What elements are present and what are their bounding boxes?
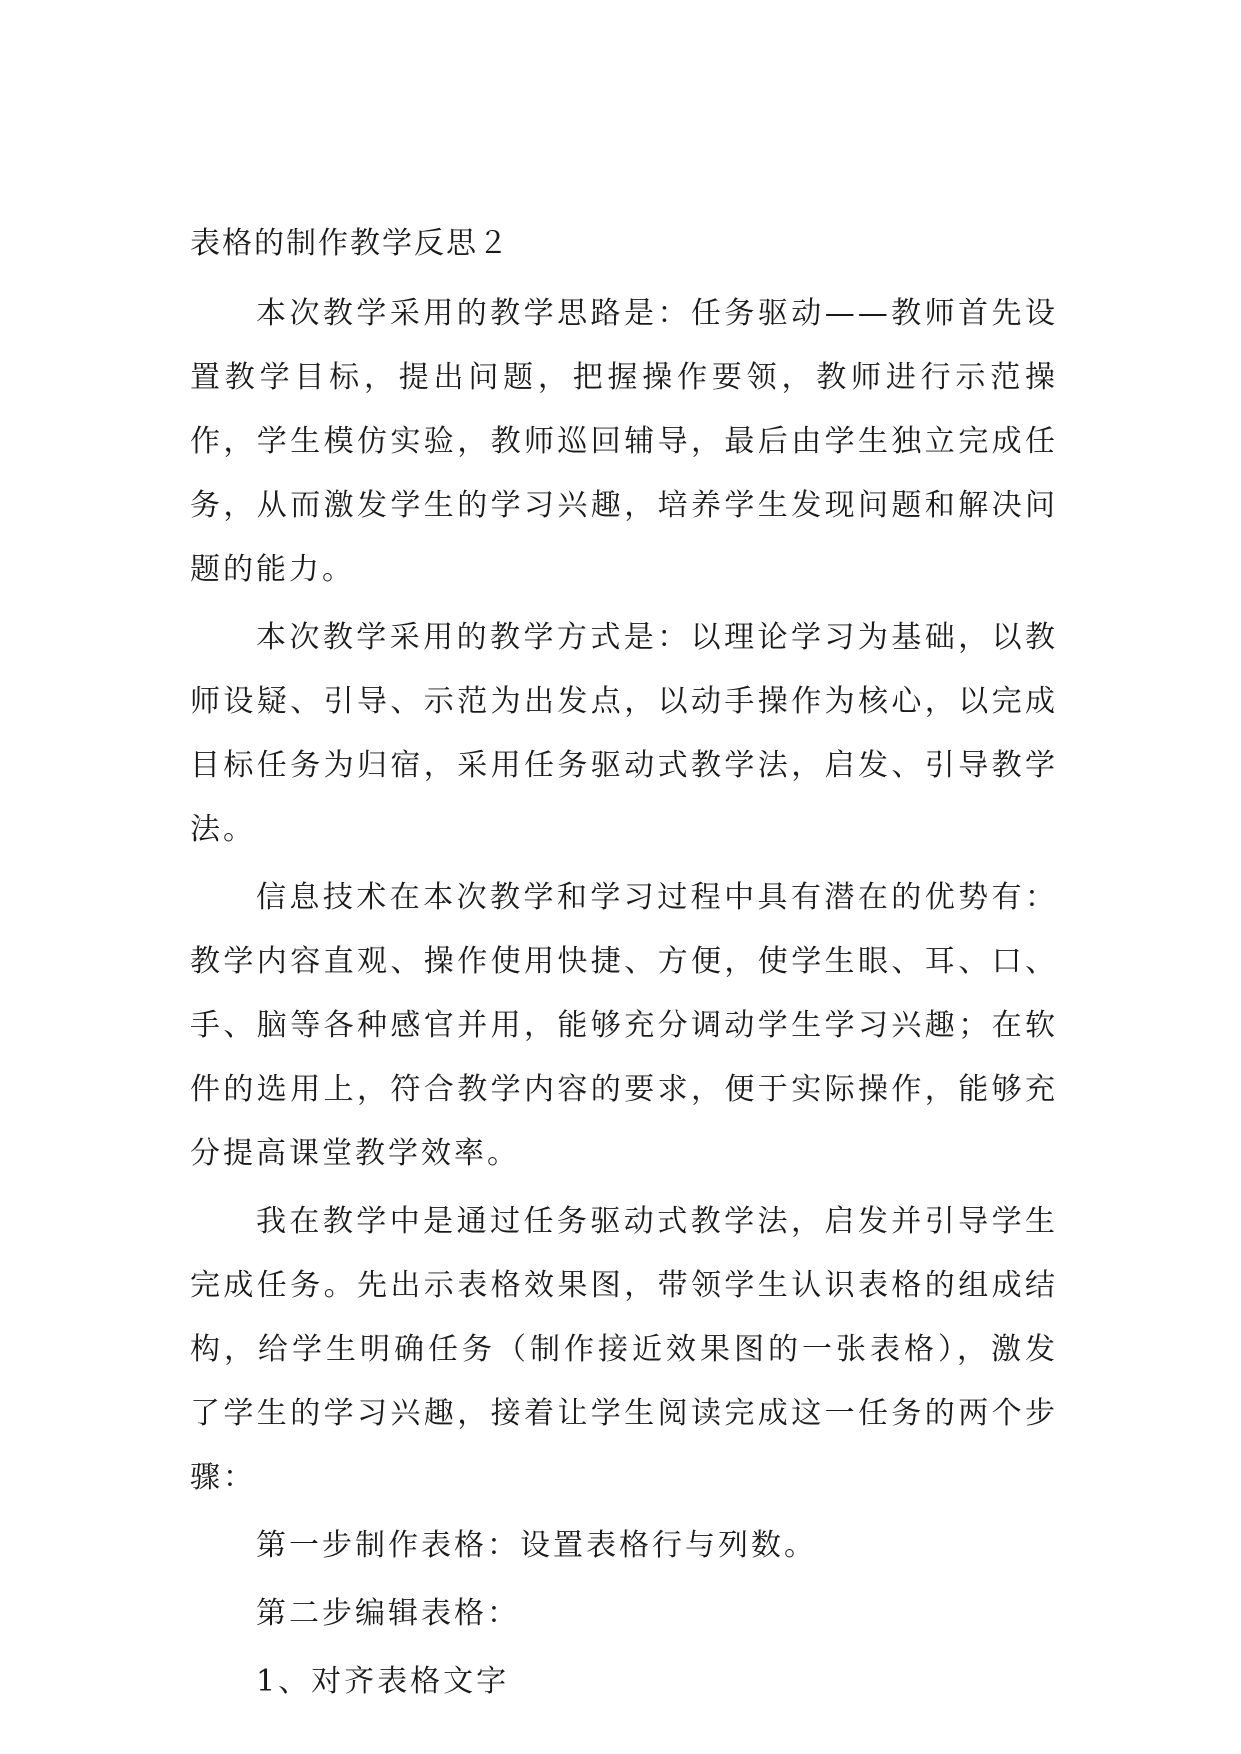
paragraph-teaching-method: 本次教学采用的教学方式是：以理论学习为基础，以教师设疑、引导、示范为出发点，以动手操作为核心，以完成目标任务为归宿，采用任务驱动式教学法，启发、引导教学法。 — [190, 620, 1058, 847]
paragraph-task-driven: 我在教学中是通过任务驱动式教学法，启发并引导学生完成任务。先出示表格效果图，带领学生认识表格的组成结构，给学生明确任务（制作接近效果图的一张表格），激发了学生的学习兴趣，接着让学生阅读完成这一任务的两个步骤： — [190, 1204, 1058, 1495]
step-item-align-text: 1、对齐表格文字 — [256, 1664, 510, 1699]
paragraph-teaching-approach: 本次教学采用的教学思路是：任务驱动——教师首先设置教学目标，提出问题，把握操作要领，教师进行示范操作，学生模仿实验，教师巡回辅导，最后由学生独立完成任务，从而激发学生的学习兴趣，培养学生发现问题和解决问题的能力。 — [190, 296, 1058, 587]
step-one: 第一步制作表格：设置表格行与列数。 — [256, 1528, 817, 1563]
document-title: 表格的制作教学反思２ — [190, 226, 510, 261]
paragraph-it-advantages: 信息技术在本次教学和学习过程中具有潜在的优势有：教学内容直观、操作使用快捷、方便，使学生眼、耳、口、手、脑等各种感官并用，能够充分调动学生学习兴趣；在软件的选用上，符合教学内容的要求，便于实际操作，能够充分提高课堂教学效率。 — [190, 880, 1058, 1171]
step-two: 第二步编辑表格： — [256, 1596, 520, 1631]
document-body — [190, 282, 1058, 1718]
